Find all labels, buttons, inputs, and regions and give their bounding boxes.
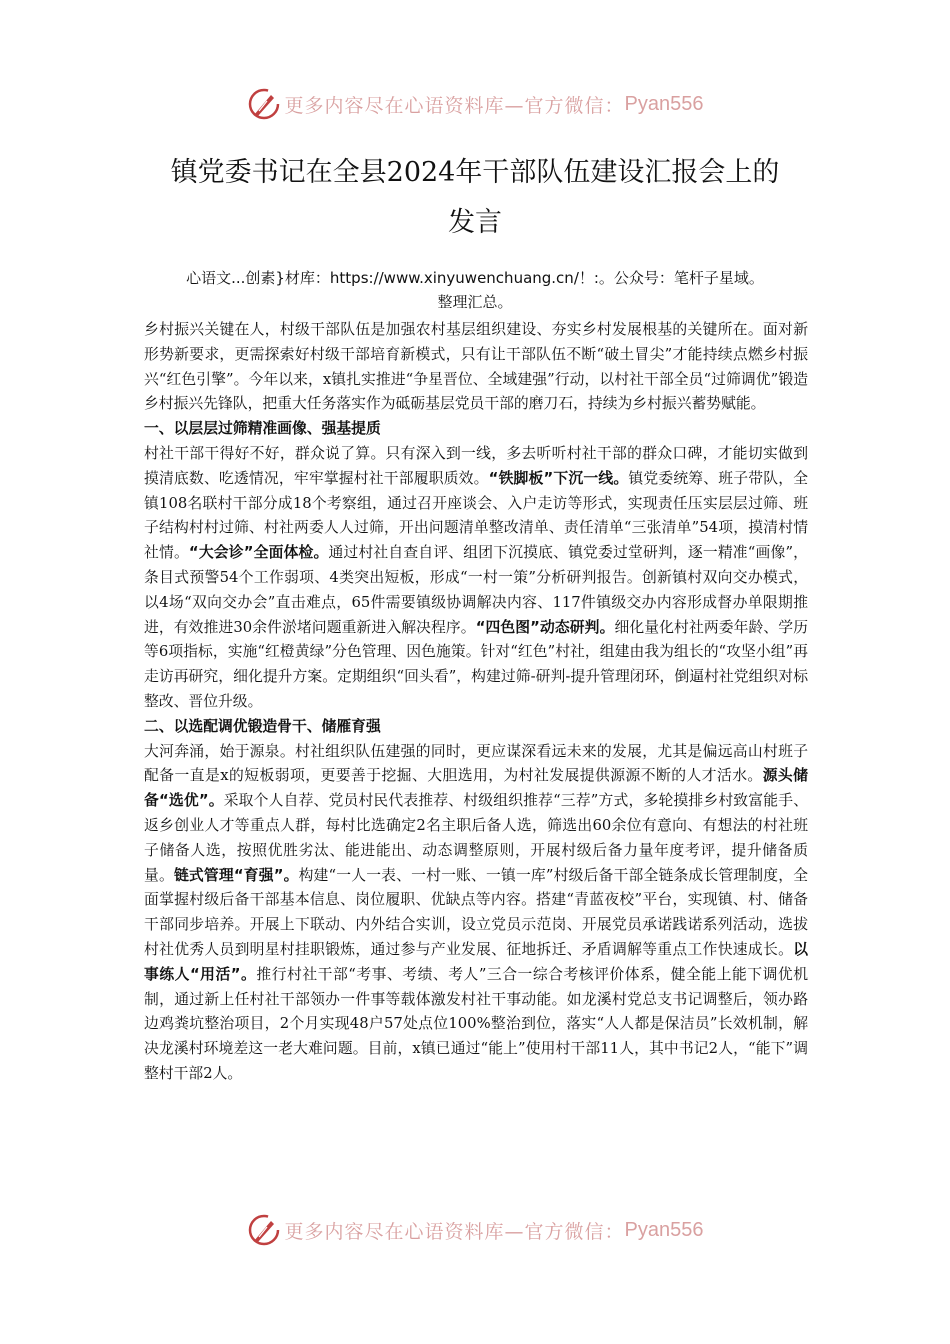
article-body xyxy=(144,318,808,1087)
section-1-text-4: 细化量化村社两委年龄、学历等6项指标，实施“红橙黄绿”分色管理、因色施策。针对“红色”村社，组建由我为组长的“攻坚小组”再走访再研究，细化提升方案。定期组织“回头看”，构建过筛-研判-提升管理闭环，倒逼村社党组织对标整改、晋位升级。 xyxy=(144,618,808,710)
quill-logo-icon xyxy=(247,1213,281,1247)
section-1-bold-2: “大会诊”全面体检。 xyxy=(188,544,329,562)
banner-wechat-id: Pyan556 xyxy=(624,1218,704,1241)
section-2-heading: 二、以选配调优锻造骨干、储雁育强 xyxy=(144,717,381,735)
section-2-text-2: 采取个人自荐、党员村民代表推荐、村级组织推荐“三荐”方式，多轮摸排乡村致富能手、返乡创业人才等重点人群，每村比选确定2名主职后备人选，筛选出60余位有意向、有想法的村社班子储备人选，按照优胜劣汰、能进能出、动态调整原则，开展村级后备力量年度考评，提升储备质量。 xyxy=(144,792,808,884)
section-1-bold-1: “铁脚板”下沉一线。 xyxy=(488,469,629,487)
title-line-1: 镇党委书记在全县2024年干部队伍建设汇报会上的 xyxy=(170,157,780,188)
section-2-text-3: 构建“一人一表、一村一账、一镇一库”村级后备干部全链条成长管理制度，全面掌握村级后备干部基本信息、岗位履职、优缺点等内容。搭建“青蓝夜校”平台，实现镇、村、储备干部同步培养。开展上下联动、内外结合实训，设立党员示范岗、开展党员承诺践诺系列活动，选拔村社优秀人员到明星村挂职锻炼，通过参与产业发展、征地拆迁、矛盾调解等重点工作快速成长。 xyxy=(144,866,808,958)
banner-text: 更多内容尽在心语资料库—官方微信： xyxy=(284,94,625,117)
page-title xyxy=(120,148,830,248)
section-2-text-4: 推行村社干部“考事、考绩、考人”三合一综合考核评价体系，健全能上能下调优机制，通过新上任村社干部领办一件事等载体激发村社干事动能。如龙溪村党总支书记调整后，领办路边鸡粪坑整治项目，2个月实现48户57处点位100%整治到位，落实“人人都是保洁员”长效机制，解决龙溪村环境差这一老大难问题。目前，x镇已通过“能上”使用村干部11人，其中书记2人，“能下”调整村干部2人。 xyxy=(144,965,808,1082)
title-line-2: 发言 xyxy=(448,207,502,238)
header-banner xyxy=(0,84,950,124)
source-note xyxy=(140,266,810,314)
section-2-bold-1: 源头储备“选优”。 xyxy=(144,767,808,810)
banner-text: 更多内容尽在心语资料库—官方微信： xyxy=(284,1220,625,1243)
section-2-bold-2: 链式管理“育强”。 xyxy=(173,866,299,884)
section-1-text-2: 镇党委统筹、班子带队，全镇108名联村干部分成18个考察组，通过召开座谈会、入户走访等形式，实现责任压实层层过筛、班子结构村村过筛、村社两委人人过筛，开出问题清单整改清单、责任清单“三张清单”54项，摸清村情社情。 xyxy=(144,469,808,562)
source-line-2: 整理汇总。 xyxy=(437,293,513,311)
section-1-text-1: 村社干部干得好不好，群众说了算。只有深入到一线，多去听听村社干部的群众口碑，才能切实做到摸清底数、吃透情况，牢牢掌握村社干部履职质效。 xyxy=(144,444,808,487)
intro-paragraph: 乡村振兴关键在人，村级干部队伍是加强农村基层组织建设、夯实乡村发展根基的关键所在。面对新形势新要求，更需探索好村级干部培育新模式，只有让干部队伍不断“破土冒尖”才能持续点燃乡村振兴“红色引擎”。今年以来，x镇扎实推进“争星晋位、全域建强”行动，以村社干部全员“过筛调优”锻造乡村振兴先锋队，把重大任务落实作为砥砺基层党员干部的磨刀石，持续为乡村振兴蓄势赋能。 xyxy=(144,321,808,413)
banner-wechat-id: Pyan556 xyxy=(624,92,704,115)
footer-banner xyxy=(0,1210,950,1250)
section-2-paragraph xyxy=(144,740,808,1087)
quill-logo-icon xyxy=(247,87,281,121)
section-1-bold-3: “四色图”动态研判。 xyxy=(475,618,615,636)
section-2-bold-3: 以事练人“用活”。 xyxy=(144,940,808,983)
section-1-paragraph xyxy=(144,442,808,715)
section-1-text-3: 通过村社自查自评、组团下沉摸底、镇党委过堂研判，逐一精准“画像”，条目式预警54个工作弱项、4类突出短板，形成“一村一策”分析研判报告。创新镇村双向交办模式，以4场“双向交办会”直击难点，65件需要镇级协调解决内容、117件镇级交办内容形成督办单限期推进，有效推进30余件淤堵问题重新进入解决程序。 xyxy=(144,544,808,636)
section-1-heading: 一、以层层过筛精准画像、强基提质 xyxy=(144,420,381,438)
source-line-1: 心语文...创素}材库：https://www.xinyuwenchuang.cn/！:。公众号：笔杆子星域。 xyxy=(186,269,764,287)
section-2-text-1: 大河奔涌，始于源泉。村社组织队伍建强的同时，更应谋深看远未来的发展，尤其是偏远高山村班子配备一直是x的短板弱项，更要善于挖掘、大胆选用，为村社发展提供源源不断的人才活水。 xyxy=(144,742,808,785)
